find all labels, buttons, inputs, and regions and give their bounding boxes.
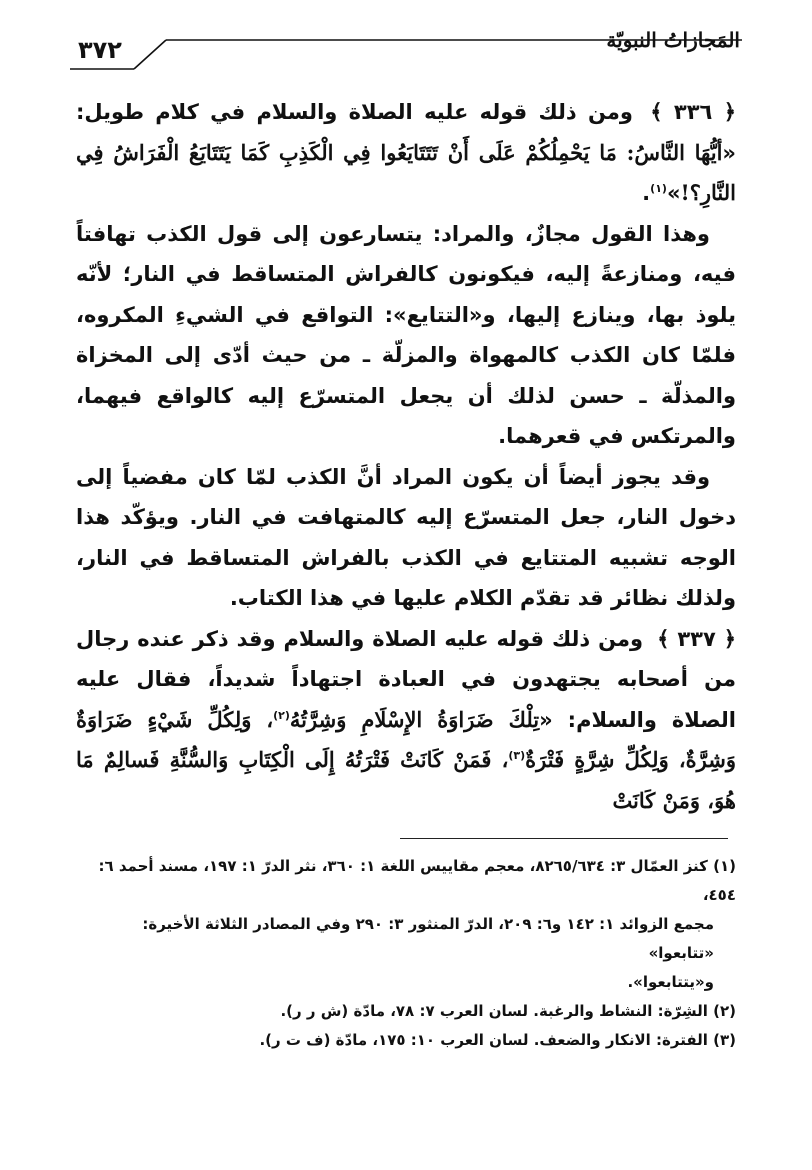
footnote-text: الفترة: الانكار والضعف. لسان العرب ١٠: ١٧٥، مادّة (ف ت ر).: [259, 1031, 708, 1049]
book-title: المَجازاتُ النبويّة: [606, 28, 740, 52]
footnotes: [76, 852, 736, 1055]
paragraph-alternative: وقد يجوز أيضاً أن يكون المراد أنَّ الكذب لمّا كان مفضياً إلى دخول النار، جعل المتسرّع إليه كالمتهافت في النار. ويؤكّد هذا الوجه تشبيه المتتايع في الكذب بالفراش المتساقط في النار، ولذلك نظائر قد تقدّم الكلام عليها في هذا الكتاب.: [76, 464, 736, 610]
footnote-2: [76, 997, 736, 1026]
hadith-quote: أيُّهَا النَّاسُ: مَا يَحْمِلُكُمْ عَلَى أَنْ تَتَتَايَعُوا فِي الْكَذِبِ كَمَا يَتَتَايَعُ الْفَرَاشُ فِي النَّارِ؟!: [76, 139, 736, 205]
paragraph-intro: ومن ذلك قوله عليه الصلاة والسلام في كلام طويل: «: [76, 100, 736, 165]
quote-close: »: [666, 181, 681, 205]
footnote-ref-3[interactable]: (٣): [508, 749, 526, 762]
paragraph-336: [76, 92, 736, 214]
paragraph-intro: ومن ذلك قوله عليه الصلاة والسلام وقد ذكر عنده رجال من أصحابه يجتهدون في العبادة اجتهاداً شديداً، فقال عليه الصلاة والسلام: «: [76, 626, 737, 732]
paragraph-337: [76, 619, 736, 822]
page-number: ٣٧٢: [78, 36, 122, 64]
footnote-ref-2[interactable]: (٢): [273, 708, 290, 722]
hadith-quote-a: تِلْكَ ضَرَاوَةُ الإِسْلَامِ وَشِرَّتُهُ: [289, 706, 540, 732]
footnote-text: الشِرّة: النشاط والرغبة. لسان العرب ٧: ٧٨، مادّة (ش ر ر).: [280, 1002, 708, 1020]
paragraph-explanation: وهذا القول مجازٌ، والمراد: يتسارعون إلى قول الكذب تهافتاً فيه، ومنازعةً إليه، فيكونون كالفراش المتساقط في النار؛ لأنّه يلوذ بها، وينازع إليها، و«التتايع»: التواقع في الشيءِ المكروه، فلمّا كان الكذب كالمهواة والمزلّة ـ من حيث أدّى إلى المخزاة والمذلّة ـ حسن لذلك أن يجعل المتسرّع إليه كالواقع فيهما، والمرتكس في قعرهما.: [76, 221, 736, 448]
footnote-marker: (٢): [713, 1002, 736, 1020]
footnote-marker: (٣): [713, 1031, 736, 1049]
footnote-1-continued-end: و«يتتابعوا».: [627, 973, 714, 991]
paragraph-end: .: [642, 181, 651, 205]
main-text: [76, 92, 736, 821]
hadith-number: ﴿ ٣٣٦ ﴾: [650, 100, 736, 124]
footnote-ref-1[interactable]: (١): [650, 182, 667, 195]
footnote-marker: (١): [713, 857, 736, 875]
running-header: [70, 22, 740, 70]
footnote-3: [76, 1026, 736, 1055]
footnote-text: كنز العمّال ٣: ٨٢٦٥/٦٣٤، معجم مقاييس اللغة ١: ٣٦٠، نثر الدرّ ١: ١٩٧، مسند أحمد ٦: ٤٥٤،: [98, 857, 736, 904]
footnote-1: [76, 852, 736, 910]
footnote-separator: [400, 838, 728, 839]
hadith-number: ﴿ ٣٣٧ ﴾: [657, 626, 737, 651]
hadith-quote-b: ، وَلِكُلِّ شَيْءٍ ضَرَاوَةٌ وَشِرَّةٌ، وَلِكُلِّ شِرَّةٍ فَتْرَةٌ: [76, 706, 737, 772]
hadith-quote-c: ، فَمَنْ كَانَتْ فَتْرَتُهُ إِلَى الْكِتَابِ وَالسُّنَّةِ فَسالِمٌ مَا هُوَ، وَمَنْ كَانَتْ: [76, 747, 736, 813]
footnote-1-continued: مجمع الزوائد ١: ١٤٢ و٦: ٢٠٩، الدرّ المنثور ٣: ٢٩٠ وفي المصادر الثلاثة الأخيرة: «تتابعوا»: [142, 915, 714, 962]
